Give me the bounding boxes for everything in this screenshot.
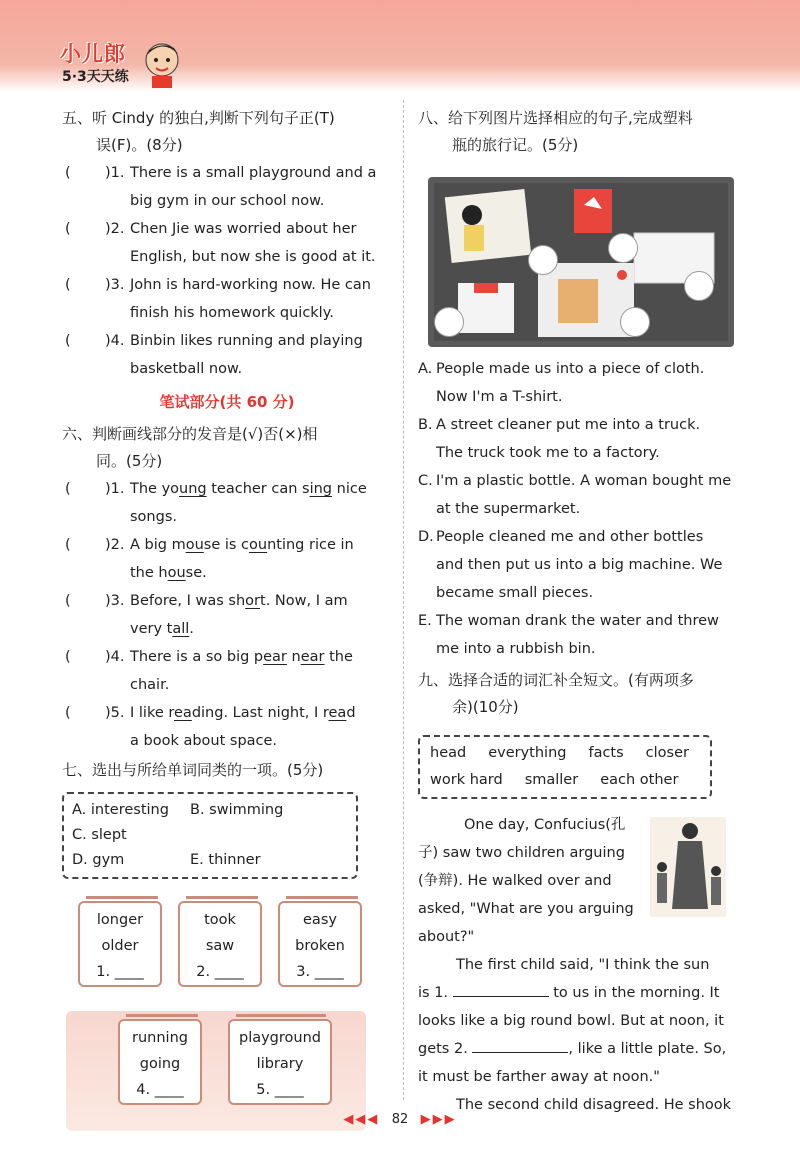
- written-part-heading: 笔试部分(共 60 分): [159, 393, 295, 411]
- left-arrows-icon: ◀◀◀: [343, 1112, 380, 1127]
- section-6-items: [62, 475, 392, 755]
- section-5-items: [62, 159, 392, 383]
- list-item: ( )2. A big mouse is counting rice in the house.: [65, 537, 354, 581]
- list-item: A. People made us into a piece of cloth. Now I'm a T-shirt.: [418, 361, 705, 405]
- passage: One day, Confucius(孔 子) saw two children arguing (争辩). He walked over and asked, "What are you arguing about?" The first child said, "I think the sun is 1. to us in the morning. It looks like a big round bowl. But at noon, it gets 2. , like a little plate. So, it must be farther away at noon." The second child disagreed. He shook: [418, 817, 732, 1113]
- word-card: running going 4. ____: [118, 1019, 202, 1105]
- answer-circle[interactable]: [684, 271, 714, 301]
- list-item: E. The woman drank the water and threw me into a rubbish bin.: [418, 613, 719, 657]
- list-item: ( )4. There is a so big pear near the chair.: [65, 649, 353, 693]
- section-5-title: 五、听 Cindy 的独白,判断下列句子正(T) 误(F)。(8分): [62, 109, 335, 154]
- list-item: ( )1. The young teacher can sing nice songs.: [65, 481, 367, 525]
- brand-logo: 小儿郎: [60, 42, 126, 66]
- brand-subtitle: 5·3天天练: [62, 69, 129, 85]
- word-bank: head everything facts closer work hard smaller each other: [418, 735, 712, 799]
- mascot-icon: [140, 36, 184, 88]
- blank-2[interactable]: [472, 1036, 568, 1053]
- blank-1[interactable]: [453, 980, 549, 997]
- list-item: ( )2. Chen Jie was worried about her English, but now she is good at it.: [65, 221, 376, 265]
- word-card: easy broken 3. ____: [278, 901, 362, 987]
- word-card: took saw 2. ____: [178, 901, 262, 987]
- column-divider: [403, 100, 404, 1100]
- section-6-title: 六、判断画线部分的发音是(√)否(×)相 同。(5分): [62, 425, 318, 470]
- list-item: D. People cleaned me and other bottles and then put us into a big machine. We became small pieces.: [418, 529, 723, 601]
- right-column: [418, 105, 748, 1119]
- section-9-title: 九、选择合适的词汇补全短文。(有两项多 余)(10分): [418, 671, 694, 716]
- answer-circle[interactable]: [620, 307, 650, 337]
- list-item: C. I'm a plastic bottle. A woman bought me at the supermarket.: [418, 473, 732, 517]
- list-item: ( )4. Binbin likes running and playing basketball now.: [65, 333, 363, 377]
- word-card: playground library 5. ____: [228, 1019, 332, 1105]
- section-8-title: 八、给下列图片选择相应的句子,完成塑料 瓶的旅行记。(5分): [418, 109, 693, 154]
- left-column: [62, 105, 392, 1141]
- list-item: B. A street cleaner put me into a truck. The truck took me to a factory.: [418, 417, 701, 461]
- page-number: 82: [391, 1112, 409, 1127]
- list-item: ( )3. John is hard-working now. He can finish his homework quickly.: [65, 277, 371, 321]
- answer-circle[interactable]: [434, 307, 464, 337]
- confucius-illustration: [650, 817, 726, 917]
- list-item: ( )3. Before, I was short. Now, I am very tall.: [65, 593, 348, 637]
- page-header: [0, 0, 800, 92]
- list-item: ( )1. There is a small playground and a big gym in our school now.: [65, 165, 377, 209]
- answer-circle[interactable]: [608, 233, 638, 263]
- page-footer: [0, 1112, 800, 1127]
- list-item: ( )5. I like reading. Last night, I read a book about space.: [65, 705, 356, 749]
- section-7-options: A. interesting B. swimmingC. slept D. gym E. thinner: [62, 792, 358, 879]
- answer-circle[interactable]: [528, 245, 558, 275]
- word-card: longer older 1. ____: [78, 901, 162, 987]
- right-arrows-icon: ▶▶▶: [420, 1112, 457, 1127]
- section-7-title: 七、选出与所给单词同类的一项。(5分): [62, 761, 324, 779]
- word-cards: [62, 901, 362, 1141]
- bottle-journey-picture: [428, 177, 734, 347]
- recycling-illustration: [434, 183, 728, 341]
- section-8-options: [418, 355, 748, 663]
